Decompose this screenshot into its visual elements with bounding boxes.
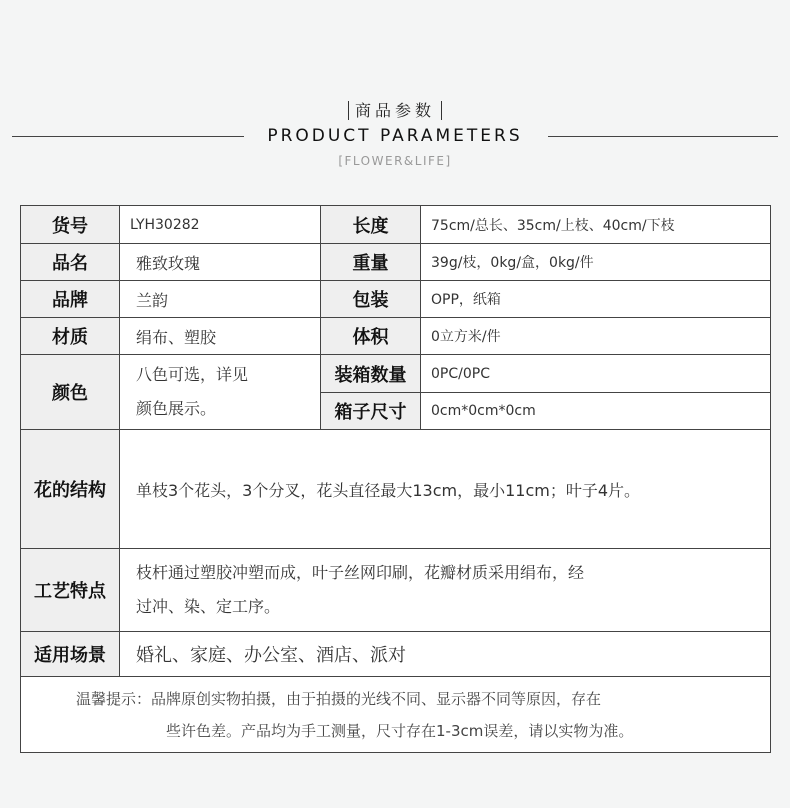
table-row — [21, 430, 771, 549]
table-row — [21, 244, 771, 281]
packing-label: 包装 — [321, 281, 421, 318]
item-no-label: 货号 — [21, 206, 120, 244]
notice — [21, 677, 771, 753]
craft-line-1: 枝杆通过塑胶冲塑而成，叶子丝网印刷，花瓣材质采用绢布，经 — [136, 563, 585, 582]
usage-label: 适用场景 — [21, 632, 120, 677]
section-header — [0, 0, 790, 190]
weight-label: 重量 — [321, 244, 421, 281]
name-label: 品名 — [21, 244, 120, 281]
notice-line-2: 些许色差。产品均为手工测量，尺寸存在1-3cm误差，请以实物为准。 — [166, 721, 634, 740]
name-value: 雅致玫瑰 — [120, 244, 321, 281]
parameters-table — [20, 205, 771, 753]
color-label: 颜色 — [21, 355, 120, 430]
notice-line-1: 温馨提示：品牌原创实物拍摄，由于拍摄的光线不同、显示器不同等原因，存在 — [76, 689, 602, 708]
color-value — [120, 355, 321, 430]
length-label: 长度 — [321, 206, 421, 244]
box-qty-value: 0PC/0PC — [421, 355, 771, 393]
subtitle: [FLOWER&LIFE] — [338, 154, 452, 168]
craft-line-2: 过冲、染、定工序。 — [136, 597, 281, 616]
table-row — [21, 281, 771, 318]
craft-value — [120, 549, 771, 632]
brand-label: 品牌 — [21, 281, 120, 318]
structure-value: 单枝3个花头，3个分叉，花头直径最大13cm，最小11cm；叶子4片。 — [120, 430, 771, 549]
structure-label: 花的结构 — [21, 430, 120, 549]
packing-value: OPP，纸箱 — [421, 281, 771, 318]
craft-label: 工艺特点 — [21, 549, 120, 632]
box-size-label: 箱子尺寸 — [321, 393, 421, 430]
box-size-value: 0cm*0cm*0cm — [421, 393, 771, 430]
table-row — [21, 677, 771, 753]
volume-value: 0立方米/件 — [421, 318, 771, 355]
table-row — [21, 206, 771, 244]
material-value: 绢布、塑胶 — [120, 318, 321, 355]
box-qty-label: 装箱数量 — [321, 355, 421, 393]
usage-value: 婚礼、家庭、办公室、酒店、派对 — [120, 632, 771, 677]
table-row — [21, 632, 771, 677]
weight-value: 39g/枝，0kg/盒，0kg/件 — [421, 244, 771, 281]
chinese-title: 商品参数 — [0, 98, 790, 121]
material-label: 材质 — [21, 318, 120, 355]
volume-label: 体积 — [321, 318, 421, 355]
right-divider — [548, 136, 778, 137]
color-line-2: 颜色展示。 — [136, 399, 217, 418]
english-title: PRODUCT PARAMETERS — [267, 126, 523, 146]
table-row — [21, 318, 771, 355]
table-row — [21, 355, 771, 393]
item-no-value: LYH30282 — [120, 206, 321, 244]
brand-value: 兰韵 — [120, 281, 321, 318]
table-row — [21, 549, 771, 632]
color-line-1: 八色可选，详见 — [136, 365, 249, 384]
length-value: 75cm/总长、35cm/上枝、40cm/下枝 — [421, 206, 771, 244]
